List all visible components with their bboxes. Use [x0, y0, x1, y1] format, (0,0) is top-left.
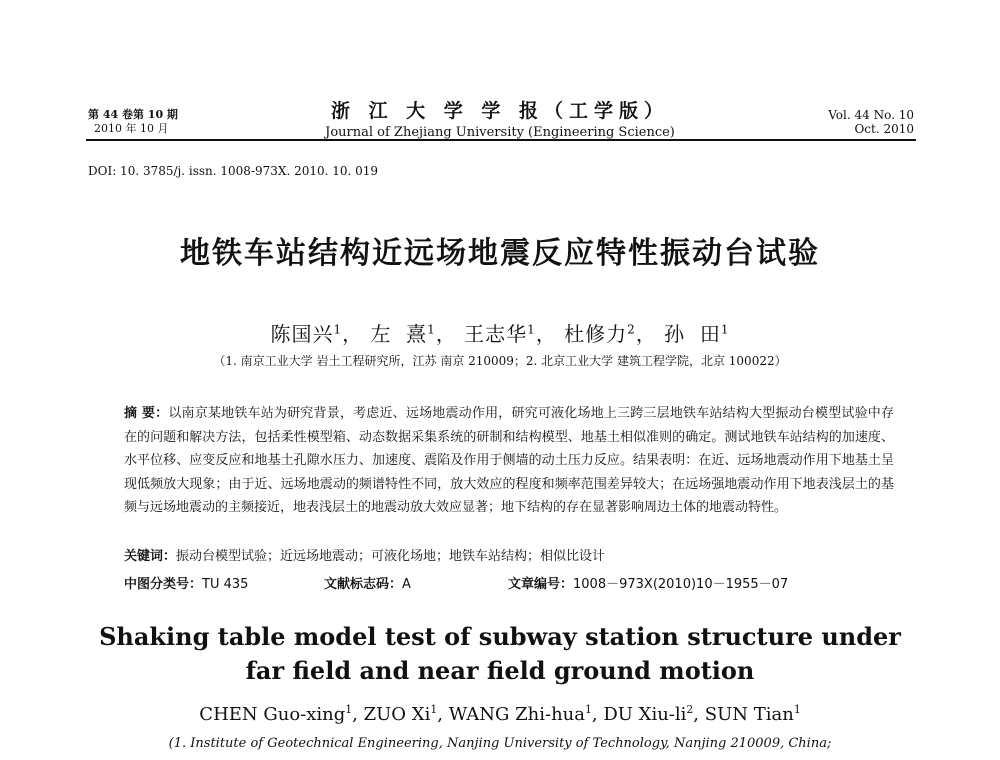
paper-title-en-line1: Shaking table model test of subway station structure under — [99, 622, 901, 651]
paper-title-en — [0, 620, 1000, 688]
journal-title-cn: 浙 江 大 学 学 报（工学版） — [330, 100, 670, 122]
paper-title-cn: 地铁车站结构近远场地震反应特性振动台试验 — [180, 236, 820, 271]
affiliation-en: (1. Institute of Geotechnical Engineering, Nanjing University of Technology, Nanjing 210009, China; — [168, 736, 832, 751]
issue-volume-en: Vol. 44 No. 10 — [828, 108, 914, 122]
author-en: ZUO Xi$^1$ — [363, 703, 438, 725]
author-list-en: CHEN Guo-xing$^1$, ZUO Xi$^1$, WANG Zhi-hua$^1$, DU Xiu-$li^2$, SUN Tian$^1$ — [199, 703, 801, 725]
author-cn: 陈国兴$^1$ — [270, 322, 343, 346]
abstract — [124, 402, 894, 520]
author-en: CHEN Guo-xing$^1$ — [199, 703, 353, 725]
author-list-cn: 陈国兴$^1$， 左 熹$^1$， 王志华$^1$， 杜修力$^2$， 孙 田$^1$ — [270, 322, 730, 346]
issue-date: 2010 年 10 月 — [94, 122, 169, 135]
issue-date-en: Oct. 2010 — [854, 122, 914, 136]
author-en: WANG Zhi-hua$^1$ — [448, 703, 592, 725]
abstract-label: 摘 要： — [124, 406, 169, 421]
keywords-text: 振动台模型试验；近远场地震动；可液化场地；地铁车站结构；相似比设计 — [176, 549, 606, 564]
author-cn: 孙 田$^1$ — [664, 322, 730, 346]
author-en: SUN Tian$^1$ — [704, 703, 801, 725]
author-cn: 左 熹$^1$ — [370, 322, 436, 346]
abstract-text: 以南京某地铁车站为研究背景，考虑近、远场地震动作用，研究可液化场地上三跨三层地铁车站结构大型振动台模型试验中存在的问题和解决方法，包括柔性模型箱、动态数据采集系统的研制和结构模型、地基土相似准则的确定。测试地铁车站结构的加速度、水平位移、应变反应和地基土孔隙水压力、加速度、震陷及作用于侧墙的动土压力反应。结果表明：在近、远场地震动作用下地基土呈现低频放大现象；由于近、远场地震动的频谱特性不同，放大效应的程度和频率范围差异较大；在远场强地震动作用下地表浅层土的基频与远场地震动的主频接近，地表浅层土的地震动放大效应显著；地下结构的存在显著影响周边土体的地震动特性。 — [124, 406, 894, 515]
affiliation-cn: （1. 南京工业大学 岩土工程研究所，江苏 南京 210009；2. 北京工业大学 建筑工程学院，北京 100022） — [213, 354, 787, 368]
doi[interactable]: DOI: 10. 3785/j. issn. 1008-973X. 2010. 10. 019 — [88, 164, 379, 178]
paper-title-en-line2: far field and near field ground motion — [245, 656, 755, 685]
article-number: 文章编号：1008－973X(2010)10－1955－07 — [508, 577, 789, 592]
journal-title-en: Journal of Zhejiang University (Engineering Science) — [325, 125, 675, 140]
keywords — [124, 545, 605, 564]
document-code: 文献标志码：A — [324, 577, 411, 592]
author-en: DU Xiu-$li^2$ — [603, 703, 694, 725]
keywords-label: 关键词： — [124, 549, 177, 564]
issue-volume: 第 44 卷第 10 期 — [88, 108, 178, 121]
author-cn: 王志华$^1$ — [464, 322, 536, 346]
issue-info-en — [828, 108, 914, 136]
clc-code: 中图分类号：TU 435 — [124, 577, 249, 592]
header-rule — [86, 139, 916, 141]
author-cn: 杜修力$^2$ — [564, 322, 636, 346]
